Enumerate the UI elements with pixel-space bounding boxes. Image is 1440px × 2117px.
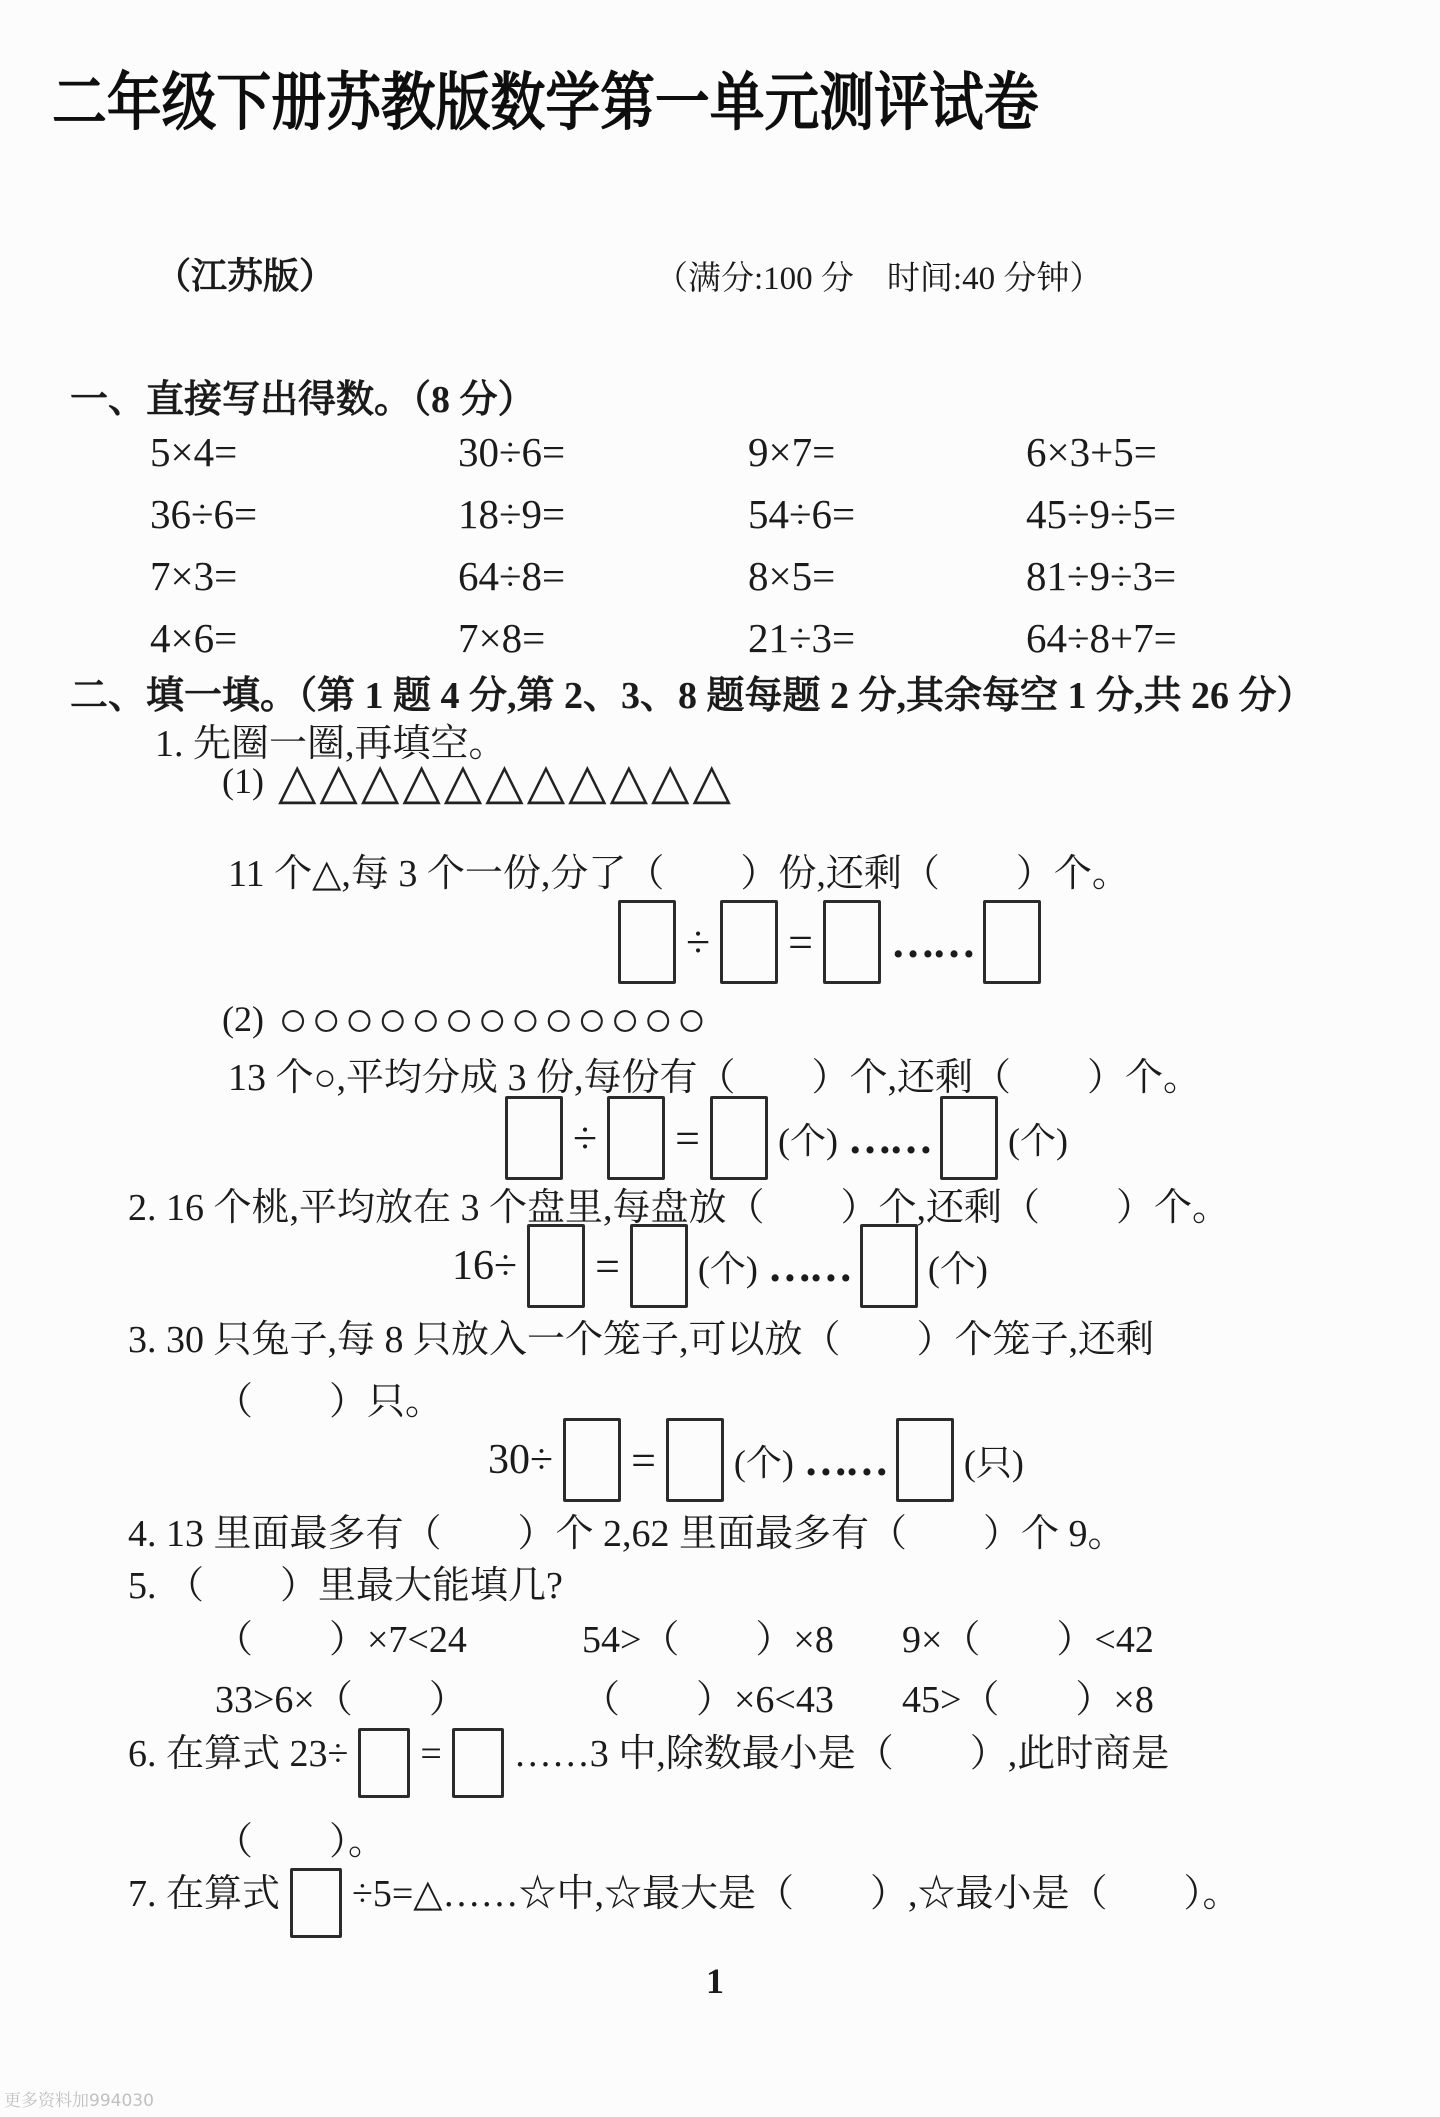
answer-box — [710, 1096, 768, 1180]
answer-box — [720, 900, 778, 984]
answer-box — [290, 1868, 342, 1938]
triangle-shapes: △△△△△△△△△△△ — [277, 753, 734, 809]
answer-box — [860, 1224, 918, 1308]
triangle-row — [222, 752, 734, 810]
edition-label: （江苏版） — [155, 256, 336, 296]
section-two-title: 二、填一填。 — [70, 675, 299, 717]
division-equation-2 — [505, 1096, 1068, 1180]
part-1-marker: (1) — [222, 761, 264, 801]
part-2-marker: (2) — [222, 999, 264, 1039]
section-one-heading — [70, 368, 536, 423]
calc-problem: 64÷8+7= — [1026, 615, 1177, 661]
score-time-info: （满分:100 分 时间:40 分钟） — [655, 261, 1103, 297]
inequality: （ ）×6<43 — [582, 1679, 834, 1721]
equals-sign: = — [595, 1241, 620, 1291]
unit-label: (个) — [927, 1248, 988, 1289]
question-7 — [128, 1862, 1241, 1932]
calc-problem: 7×3= — [150, 553, 238, 599]
inequality: （ ）×7<24 — [215, 1619, 467, 1661]
calc-problem: 7×8= — [458, 615, 546, 661]
question-1-1-text: 11 个△,每 3 个一份,分了（ ）份,还剩（ ）个。 — [228, 853, 1130, 895]
question-6-suffix: ……3 中,除数最小是（ ）,此时商是 — [513, 1733, 1170, 1775]
equals-sign: = — [788, 917, 813, 967]
answer-box — [983, 900, 1041, 984]
inequality: 9×（ ）<42 — [902, 1619, 1154, 1661]
question-1: 1. 先圈一圈,再填空。 — [155, 723, 507, 765]
divide-sign: ÷ — [686, 917, 711, 967]
section-two-score: （第 1 题 4 分,第 2、3、8 题每题 2 分,其余每空 1 分,共 26 分） — [298, 675, 1315, 717]
unit-label: (个) — [697, 1248, 758, 1289]
calc-problem: 64÷8= — [458, 553, 566, 599]
unit-label: (只) — [963, 1442, 1024, 1483]
equals-sign: = — [420, 1733, 442, 1775]
circle-row — [222, 990, 710, 1048]
calc-problem: 45÷9÷5= — [1026, 491, 1177, 537]
answer-box — [823, 900, 881, 984]
remainder-dots: …… — [890, 917, 973, 967]
calc-problem: 18÷9= — [458, 491, 566, 537]
calc-problem: 21÷3= — [748, 615, 856, 661]
answer-box — [358, 1728, 410, 1798]
answer-box — [505, 1096, 563, 1180]
question-3-line2: （ ）只。 — [215, 1381, 444, 1423]
calc-problem: 6×3+5= — [1026, 429, 1157, 475]
calc-problem: 4×6= — [150, 615, 238, 661]
section-one-title: 一、直接写出得数。 — [70, 379, 413, 421]
answer-box — [618, 900, 676, 984]
section-one-score: （8 分） — [412, 379, 536, 421]
section-two-heading — [70, 664, 1315, 719]
exam-title: 二年级下册苏教版数学第一单元测评试卷 — [52, 68, 1039, 138]
division-equation-1 — [618, 900, 1041, 984]
inequality: 33>6×（ ） — [215, 1679, 467, 1721]
question-4: 4. 13 里面最多有（ ）个 2,62 里面最多有（ ）个 9。 — [128, 1513, 1126, 1555]
circle-shapes: ○○○○○○○○○○○○○ — [277, 991, 710, 1047]
question-7-suffix: ÷5=△……☆中,☆最大是（ ）,☆最小是（ ）。 — [352, 1873, 1241, 1915]
question-6-prefix: 6. 在算式 23÷ — [128, 1733, 349, 1775]
remainder-dots: …… — [847, 1113, 930, 1163]
question-3-line1: 3. 30 只兔子,每 8 只放入一个笼子,可以放（ ）个笼子,还剩 — [128, 1319, 1155, 1361]
calc-problem: 8×5= — [748, 553, 836, 599]
remainder-dots: …… — [767, 1241, 850, 1291]
page-number: 1 — [706, 1961, 724, 2001]
calc-problem: 5×4= — [150, 429, 238, 475]
question-6-line1 — [128, 1722, 1169, 1792]
remainder-dots: …… — [803, 1435, 886, 1485]
division-equation-4 — [488, 1418, 1024, 1502]
calc-problem: 30÷6= — [458, 429, 566, 475]
question-7-prefix: 7. 在算式 — [128, 1873, 281, 1915]
question-5: 5. （ ）里最大能填几? — [128, 1565, 563, 1607]
calc-problem: 81÷9÷3= — [1026, 553, 1177, 599]
equals-sign: = — [675, 1113, 700, 1163]
question-2: 2. 16 个桃,平均放在 3 个盘里,每盘放（ ）个,还剩（ ）个。 — [128, 1187, 1231, 1229]
question-6-line2: （ ）。 — [215, 1821, 387, 1863]
divide-sign: ÷ — [573, 1113, 598, 1163]
inequality: 54>（ ）×8 — [582, 1619, 834, 1661]
answer-box — [607, 1096, 665, 1180]
dividend-text: 16÷ — [452, 1243, 518, 1289]
answer-box — [563, 1418, 621, 1502]
division-equation-3 — [452, 1224, 988, 1308]
answer-box — [666, 1418, 724, 1502]
unit-label: (个) — [777, 1120, 838, 1161]
watermark: 更多资料加994030 — [4, 2091, 154, 2111]
unit-label: (个) — [733, 1442, 794, 1483]
dividend-text: 30÷ — [488, 1437, 554, 1483]
question-1-2-text: 13 个○,平均分成 3 份,每份有（ ）个,还剩（ ）个。 — [228, 1057, 1201, 1099]
unit-label: (个) — [1007, 1120, 1068, 1161]
answer-box — [527, 1224, 585, 1308]
inequality: 45>（ ）×8 — [902, 1679, 1154, 1721]
calc-problem: 54÷6= — [748, 491, 856, 537]
answer-box — [452, 1728, 504, 1798]
answer-box — [940, 1096, 998, 1180]
answer-box — [896, 1418, 954, 1502]
calc-problem: 36÷6= — [150, 491, 258, 537]
answer-box — [630, 1224, 688, 1308]
equals-sign: = — [631, 1435, 656, 1485]
calc-problem: 9×7= — [748, 429, 836, 475]
